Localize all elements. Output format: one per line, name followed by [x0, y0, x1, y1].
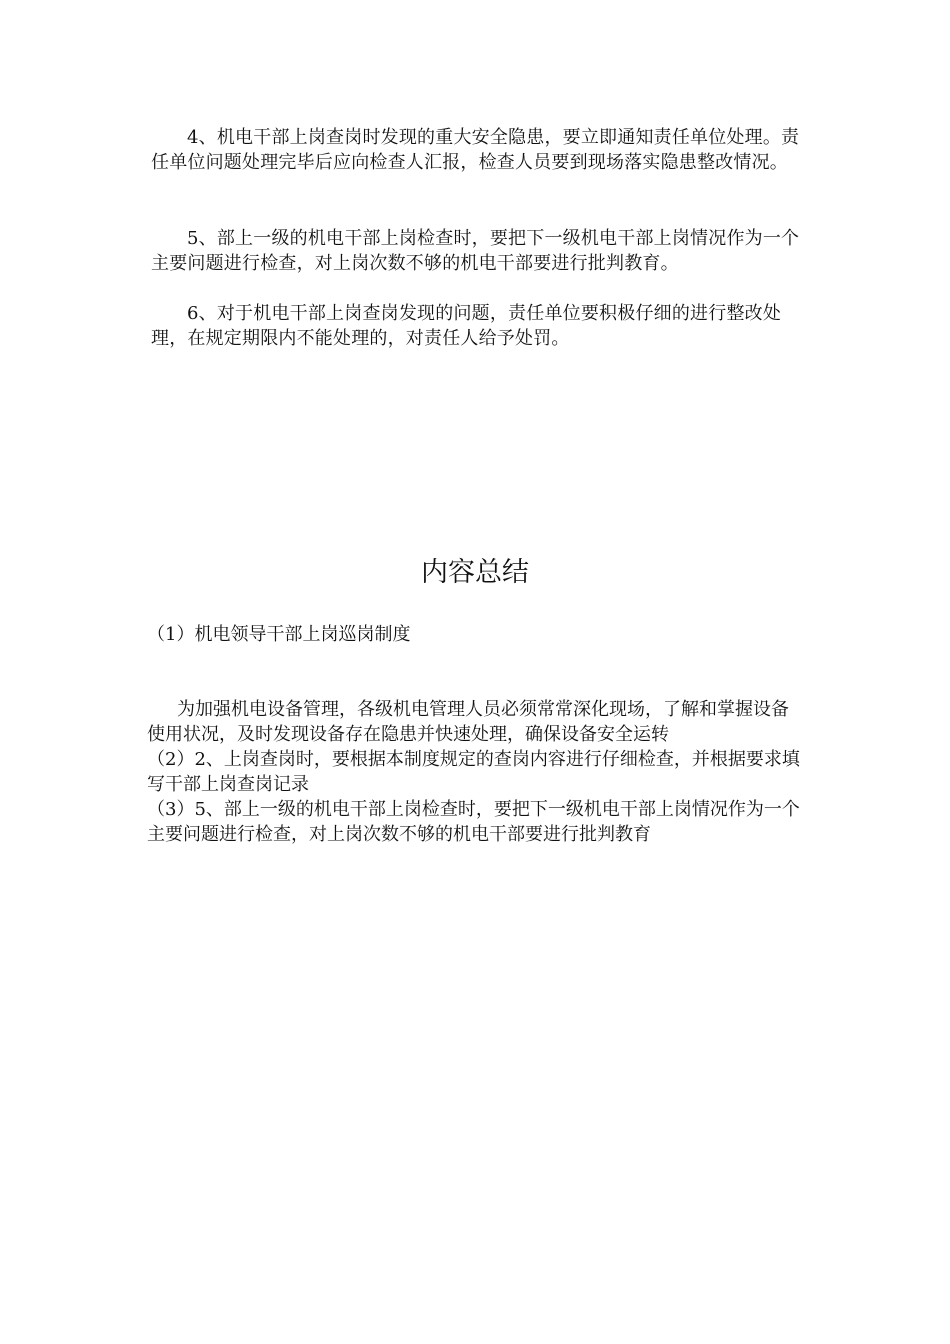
summary-subtitle: （1）机电领导干部上岗巡岗制度	[147, 624, 411, 645]
body-paragraph: 4、机电干部上岗查岗时发现的重大安全隐患，要立即通知责任单位处理。责任单位问题处理完毕后应向检查人汇报，检查人员要到现场落实隐患整改情况。	[151, 127, 800, 173]
summary-line: （2）2、上岗查岗时，要根据本制度规定的查岗内容进行仔细检查，并根据要求填写干部上岗查岗记录	[147, 749, 800, 795]
summary-body	[147, 697, 803, 847]
body-paragraph: 6、对于机电干部上岗查岗发现的问题，责任单位要积极仔细的进行整改处理，在规定期限内不能处理的，对责任人给予处罚。	[151, 303, 782, 349]
summary-line: 为加强机电设备管理，各级机电管理人员必须常常深化现场，了解和掌握设备使用状况，及时发现设备存在隐患并快速处理，确保设备安全运转	[147, 699, 789, 745]
body-paragraph: 5、部上一级的机电干部上岗检查时，要把下一级机电干部上岗情况作为一个主要问题进行检查，对上岗次数不够的机电干部要进行批判教育。	[151, 228, 800, 274]
summary-line: （3）5、部上一级的机电干部上岗检查时，要把下一级机电干部上岗情况作为一个主要问题进行检查，对上岗次数不够的机电干部要进行批判教育	[147, 799, 800, 845]
summary-title: 内容总结	[421, 557, 529, 588]
